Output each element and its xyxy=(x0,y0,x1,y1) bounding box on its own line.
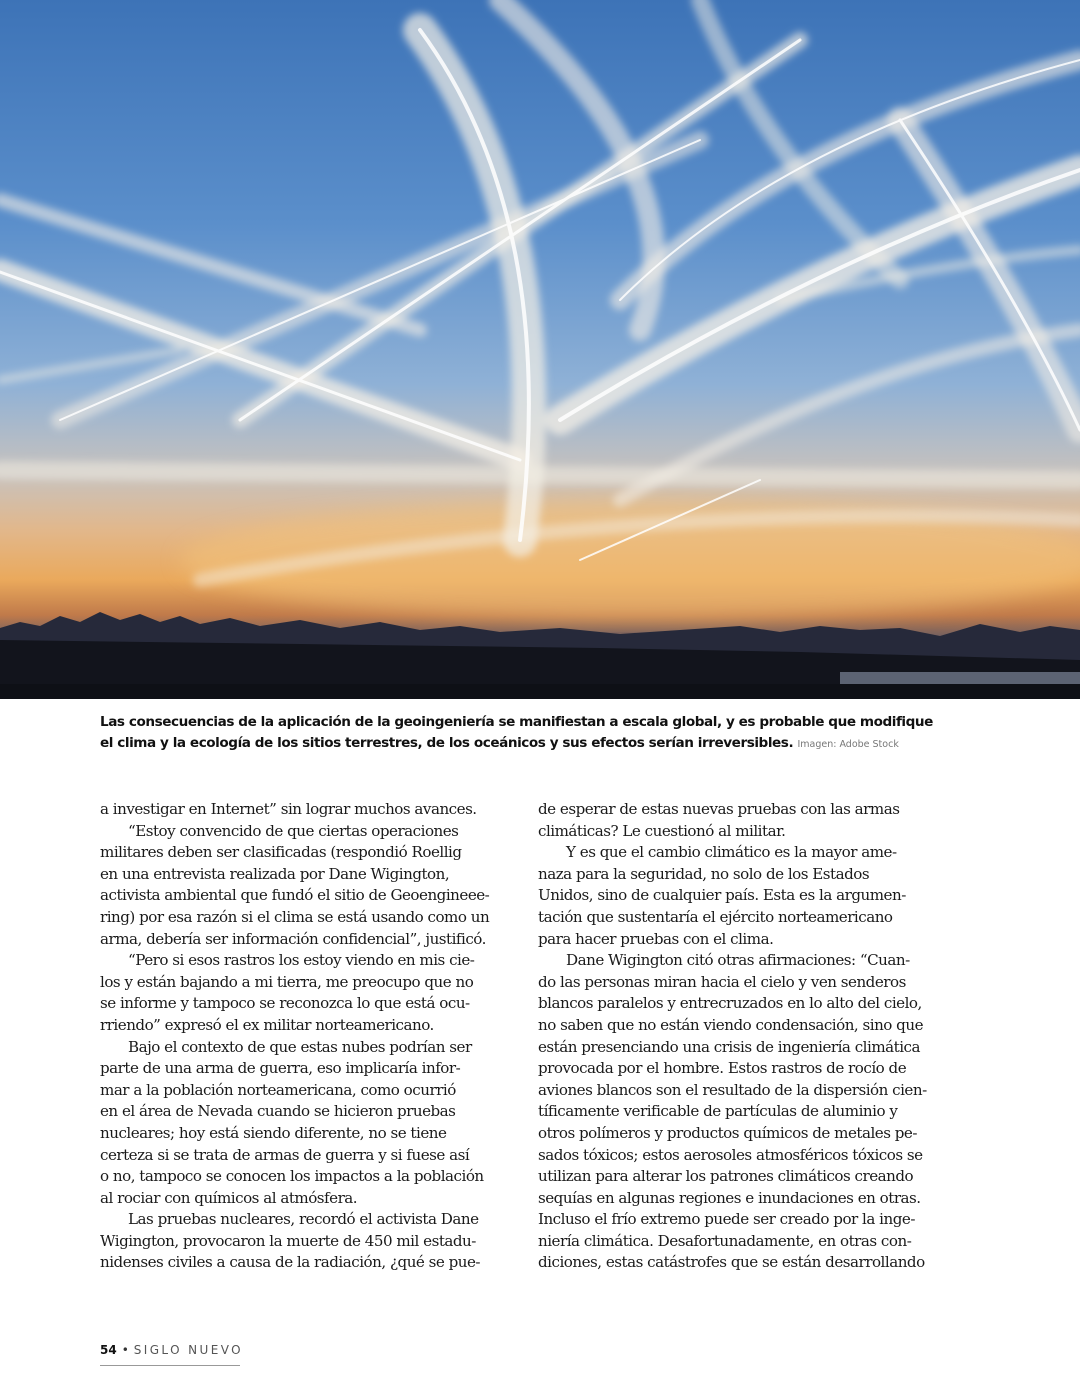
article-line: “Estoy convencido de que ciertas operaciones xyxy=(128,821,459,840)
article-line: mar a la población norteamericana, como ocurrió xyxy=(100,1080,456,1099)
article-line: provocada por el hombre. Estos rastros de rocío de xyxy=(538,1059,907,1078)
article-column-left xyxy=(100,799,500,1274)
article-line: para hacer pruebas con el clima. xyxy=(538,929,774,948)
footer-separator: • xyxy=(121,1343,129,1357)
article-line: o no, tampoco se conocen los impactos a la población xyxy=(100,1167,484,1186)
page-footer xyxy=(100,1343,243,1357)
article-line: están presenciando una crisis de ingeniería climática xyxy=(538,1037,920,1056)
article-line: diciones, estas catástrofes que se están desarrollando xyxy=(538,1253,925,1272)
article-line: do las personas miran hacia el cielo y ven senderos xyxy=(538,972,906,991)
article-line: Wigington, provocaron la muerte de 450 mil estadu- xyxy=(100,1231,476,1250)
article-line: otros polímeros y productos químicos de metales pe- xyxy=(538,1123,917,1142)
article-line: militares deben ser clasificadas (respondió Roellig xyxy=(100,843,462,862)
caption-line-2 xyxy=(100,733,1000,755)
article-line: Unidos, sino de cualquier país. Esta es la argumen- xyxy=(538,886,906,905)
article-column-right xyxy=(538,799,938,1274)
article-line: se informe y tampoco se reconozca lo que está ocu- xyxy=(100,994,470,1013)
article-line: en el área de Nevada cuando se hicieron pruebas xyxy=(100,1102,456,1121)
article-line: tación que sustentaría el ejército norteamericano xyxy=(538,907,893,926)
article-line: los y están bajando a mi tierra, me preocupo que no xyxy=(100,972,474,991)
caption-line-1: Las consecuencias de la aplicación de la geoingeniería se manifiestan a escala global, y es probable que modifique xyxy=(100,714,933,730)
page-number: 54 xyxy=(100,1343,117,1357)
article-line: Dane Wigington citó otras afirmaciones: “Cuan- xyxy=(566,951,910,970)
article-line: Las pruebas nucleares, recordó el activista Dane xyxy=(128,1210,479,1229)
footer-rule xyxy=(100,1365,240,1366)
article-line: aviones blancos son el resultado de la dispersión cien- xyxy=(538,1080,927,1099)
caption-line-2-text: el clima y la ecología de los sitios terrestres, de los oceánicos y sus efectos serían irreversibles. xyxy=(100,735,794,751)
article-line: climáticas? Le cuestionó al militar. xyxy=(538,821,786,840)
article-line: utilizan para alterar los patrones climáticos creando xyxy=(538,1167,914,1186)
article-line: tíficamente verificable de partículas de aluminio y xyxy=(538,1102,898,1121)
article-line: nucleares; hoy está siendo diferente, no se tiene xyxy=(100,1123,447,1142)
article-line: Y es que el cambio climático es la mayor ame- xyxy=(566,843,897,862)
article-line: certeza si se trata de armas de guerra y si fuese así xyxy=(100,1145,470,1164)
article-line: no saben que no están viendo condensación, sino que xyxy=(538,1015,924,1034)
article-line: en una entrevista realizada por Dane Wigington, xyxy=(100,864,450,883)
article-line: sados tóxicos; estos aerosoles atmosféricos tóxicos se xyxy=(538,1145,923,1164)
article-line: blancos paralelos y entrecruzados en lo alto del cielo, xyxy=(538,994,922,1013)
article-line: Incluso el frío extremo puede ser creado por la inge- xyxy=(538,1210,915,1229)
photo-credit: Imagen: Adobe Stock xyxy=(797,739,899,750)
article-line: parte de una arma de guerra, eso implicaría infor- xyxy=(100,1059,461,1078)
photo-caption xyxy=(100,712,1000,755)
article-line: sequías en algunas regiones e inundaciones en otras. xyxy=(538,1188,921,1207)
article-line: “Pero si esos rastros los estoy viendo en mis cie- xyxy=(128,951,475,970)
article-line: Bajo el contexto de que estas nubes podrían ser xyxy=(128,1037,472,1056)
article-line: activista ambiental que fundó el sitio de Geoengineee- xyxy=(100,886,490,905)
article-line: a investigar en Internet” sin lograr muchos avances. xyxy=(100,800,477,818)
article-line: ring) por esa razón si el clima se está usando como un xyxy=(100,907,490,926)
magazine-name: SIGLO NUEVO xyxy=(133,1343,243,1357)
article-line: naza para la seguridad, no solo de los Estados xyxy=(538,864,870,883)
article-line: nidenses civiles a causa de la radiación, ¿qué se pue- xyxy=(100,1253,481,1272)
article-line: niería climática. Desafortunadamente, en otras con- xyxy=(538,1231,912,1250)
article-line: rriendo” expresó el ex militar norteamericano. xyxy=(100,1015,434,1034)
article-line: al rociar con químicos al atmósfera. xyxy=(100,1188,358,1207)
article-line: de esperar de estas nuevas pruebas con las armas xyxy=(538,800,900,818)
article-line: arma, debería ser información confidencial”, justificó. xyxy=(100,929,486,948)
